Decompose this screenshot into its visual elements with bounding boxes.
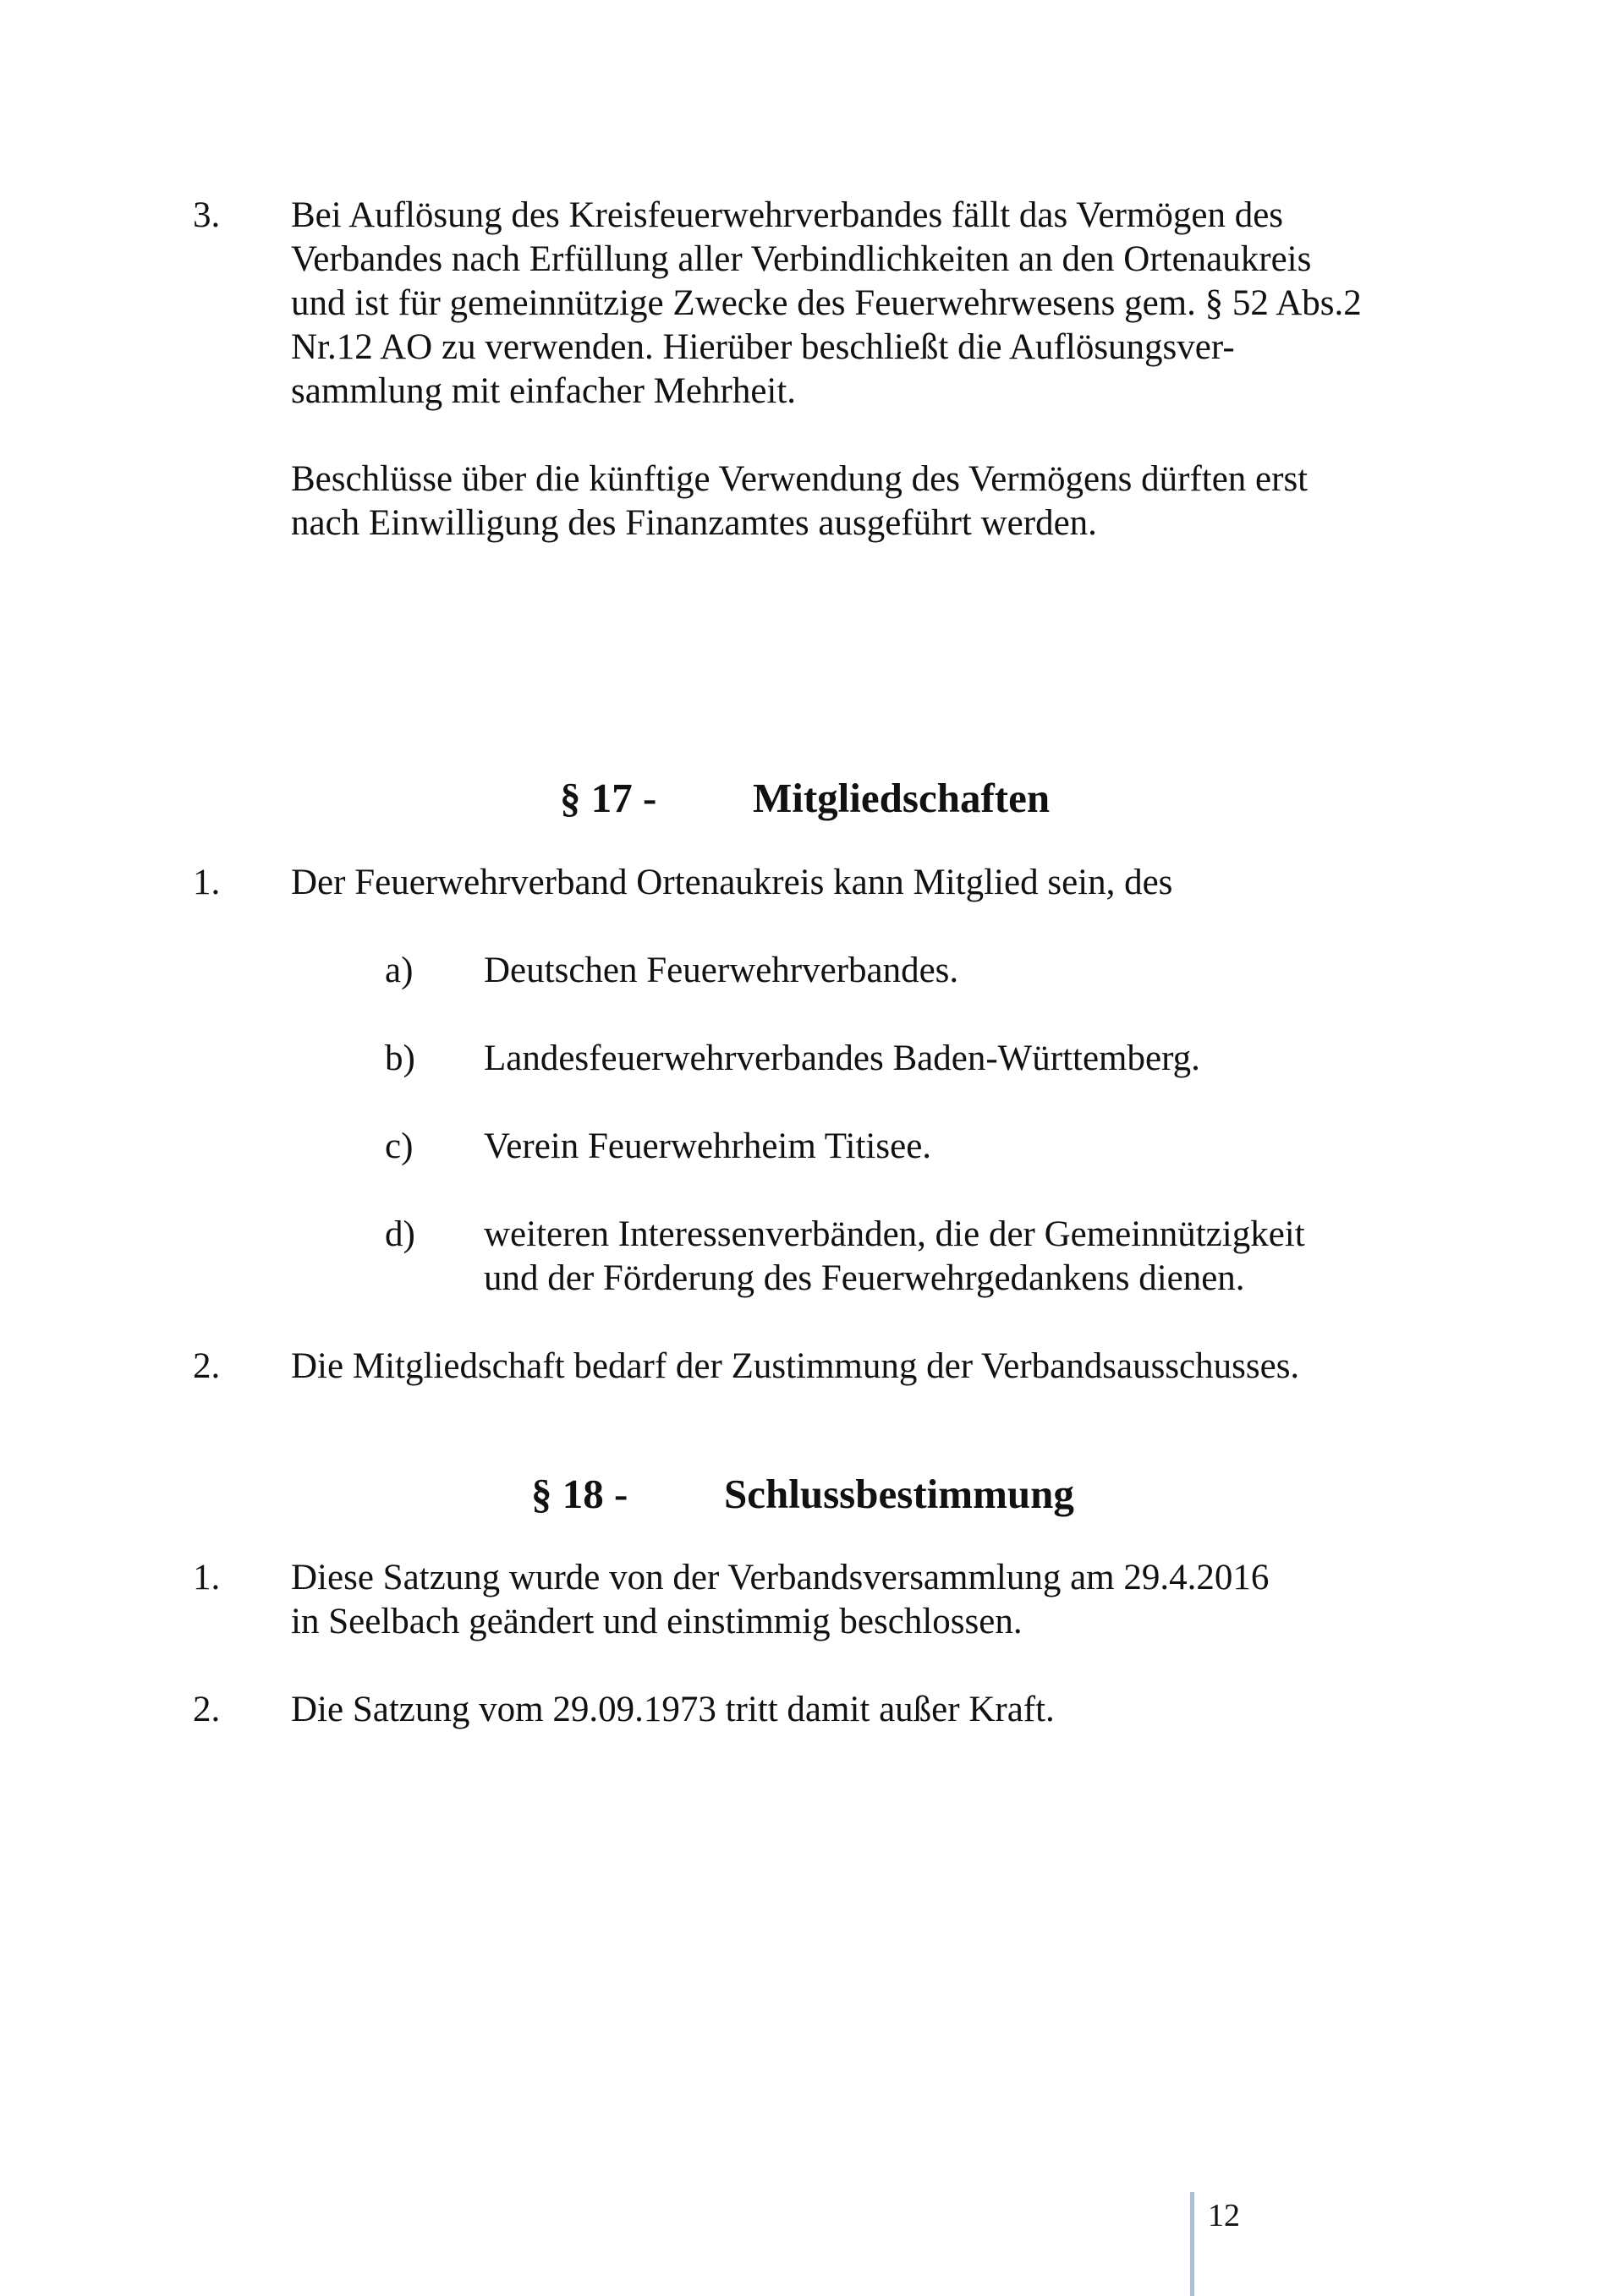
item-number-2: 2. bbox=[193, 1690, 221, 1729]
text-line: und der Förderung des Feuerwehrgedankens dienen. bbox=[484, 1258, 1245, 1298]
section-17-number: § 17 - bbox=[560, 775, 657, 821]
item-number-1: 1. bbox=[193, 1558, 221, 1597]
subitem-text-b: Landesfeuerwehrverbandes Baden-Württemberg. bbox=[484, 1038, 1200, 1078]
item-number-1: 1. bbox=[193, 863, 221, 902]
section-18-number: § 18 - bbox=[531, 1471, 628, 1517]
membership-intro: Der Feuerwehrverband Ortenaukreis kann Mitglied sein, des bbox=[291, 863, 1173, 902]
page-number: 12 bbox=[1208, 2198, 1240, 2233]
statute-repeal: Die Satzung vom 29.09.1973 tritt damit außer Kraft. bbox=[291, 1690, 1055, 1729]
text-line: sammlung mit einfacher Mehrheit. bbox=[291, 371, 797, 411]
item-number-3: 3. bbox=[193, 195, 221, 235]
subitem-text-d bbox=[484, 1213, 1305, 1301]
subitem-text-a: Deutschen Feuerwehrverbandes. bbox=[484, 951, 959, 990]
paragraph-dissolution bbox=[291, 194, 1362, 414]
text-line: Verbandes nach Erfüllung aller Verbindlichkeiten an den Ortenaukreis bbox=[291, 239, 1312, 279]
text-line: und ist für gemeinnützige Zwecke des Feuerwehrwesens gem. § 52 Abs.2 bbox=[291, 283, 1362, 323]
text-line: Diese Satzung wurde von der Verbandsversammlung am 29.4.2016 bbox=[291, 1558, 1270, 1597]
item-number-2: 2. bbox=[193, 1346, 221, 1386]
subitem-letter-b: b) bbox=[385, 1038, 415, 1078]
text-line: in Seelbach geändert und einstimmig beschlossen. bbox=[291, 1602, 1023, 1641]
section-18-title: Schlussbestimmung bbox=[724, 1471, 1074, 1517]
text-line: nach Einwilligung des Finanzamtes ausgeführt werden. bbox=[291, 503, 1097, 543]
paragraph-resolutions bbox=[291, 458, 1308, 545]
text-line: Bei Auflösung des Kreisfeuerwehrverbandes fällt das Vermögen des bbox=[291, 195, 1284, 235]
subitem-letter-d: d) bbox=[385, 1214, 415, 1254]
section-17-title: Mitgliedschaften bbox=[753, 775, 1051, 821]
subitem-letter-a: a) bbox=[385, 951, 414, 990]
subitem-text-c: Verein Feuerwehrheim Titisee. bbox=[484, 1126, 932, 1166]
text-line: Nr.12 AO zu verwenden. Hierüber beschließt die Auflösungsver- bbox=[291, 327, 1235, 367]
membership-consent: Die Mitgliedschaft bedarf der Zustimmung der Verbandsausschusses. bbox=[291, 1346, 1300, 1386]
subitem-letter-c: c) bbox=[385, 1126, 414, 1166]
statute-adoption bbox=[291, 1556, 1269, 1644]
text-line: Beschlüsse über die künftige Verwendung des Vermögens dürften erst bbox=[291, 459, 1309, 499]
footer-rule bbox=[1190, 2192, 1194, 2296]
text-line: weiteren Interessenverbänden, die der Gemeinnützigkeit bbox=[484, 1214, 1305, 1254]
